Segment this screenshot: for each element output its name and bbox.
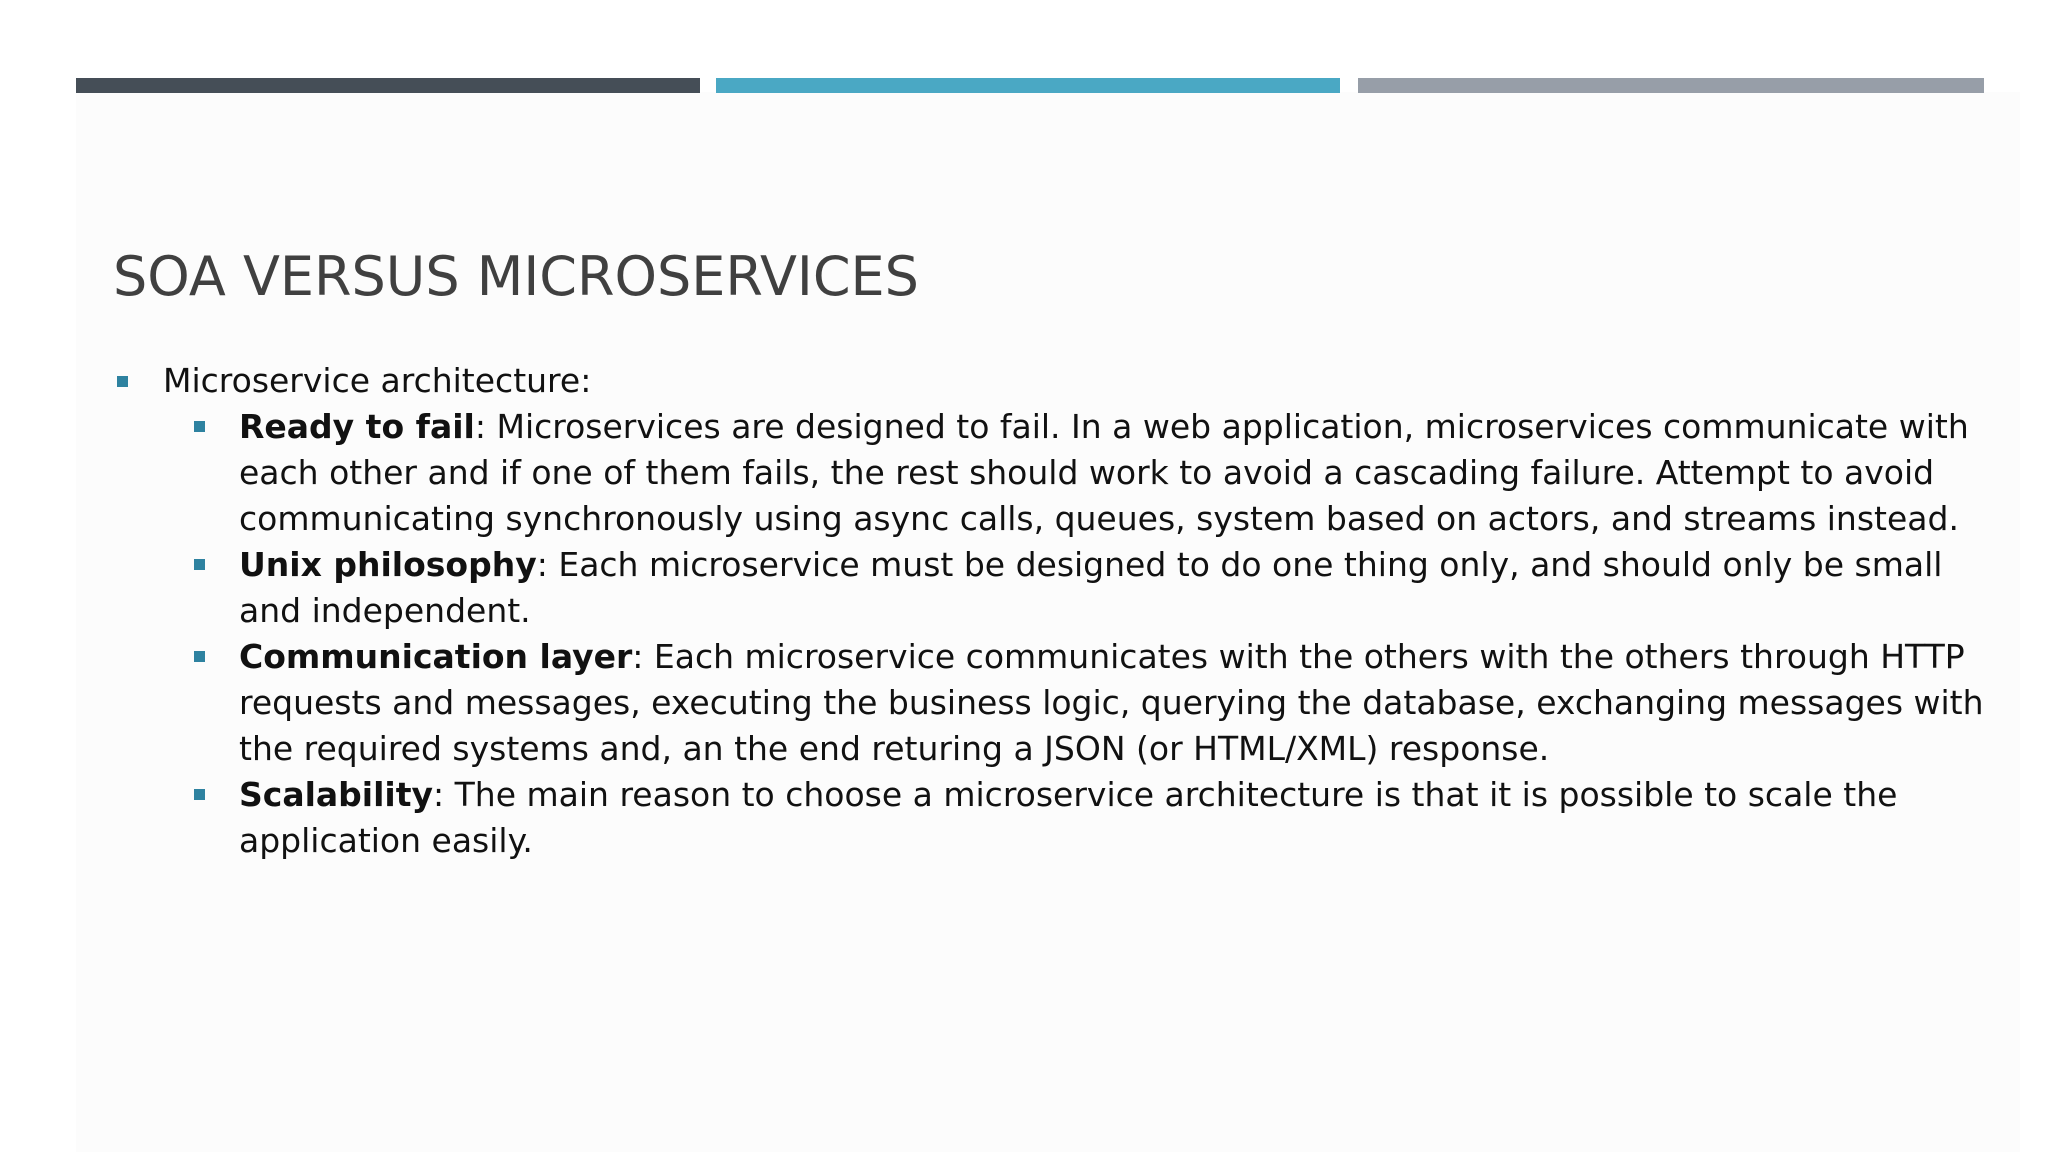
list-item <box>115 634 2001 772</box>
accent-bar-dark <box>76 78 700 93</box>
content-list <box>115 358 1984 864</box>
item-text: : Each microservice must be designed to do one thing only, and should only be small and independent. <box>239 545 1943 630</box>
item-text: : The main reason to choose a microservice architecture is that it is possible to scale the application easily. <box>239 775 1898 860</box>
list-item <box>115 542 2001 634</box>
list-item-heading <box>115 358 1984 864</box>
square-bullet-icon <box>117 376 128 387</box>
square-bullet-icon <box>194 421 205 432</box>
square-bullet-icon <box>194 559 205 570</box>
square-bullet-icon <box>194 789 205 800</box>
heading-text: Microservice architecture: <box>163 361 592 400</box>
list-item <box>115 772 2001 864</box>
item-term: Unix philosophy <box>239 545 537 584</box>
item-term: Ready to fail <box>239 407 475 446</box>
sub-list <box>163 404 1984 864</box>
item-term: Communication layer <box>239 637 633 676</box>
square-bullet-icon <box>194 651 205 662</box>
accent-bar-blue <box>716 78 1340 93</box>
accent-bar-gray <box>1358 78 1984 93</box>
item-text: : Each microservice communicates with the others with the others through HTTP requests and messages, executing the business logic, querying the database, exchanging messages with the required systems and, an the end returing a JSON (or HTML/XML) response. <box>239 637 1984 768</box>
accent-bars <box>76 78 1984 93</box>
slide-title: SOA VERSUS MICROSERVICES <box>113 245 919 308</box>
list-item <box>115 404 2001 542</box>
item-text: : Microservices are designed to fail. In a web application, microservices communicate with each other and if one of them fails, the rest should work to avoid a cascading failure. Attempt to avoid communicating synchronously using async calls, queues, system based on actors, and streams instead. <box>239 407 1969 538</box>
item-term: Scalability <box>239 775 434 814</box>
